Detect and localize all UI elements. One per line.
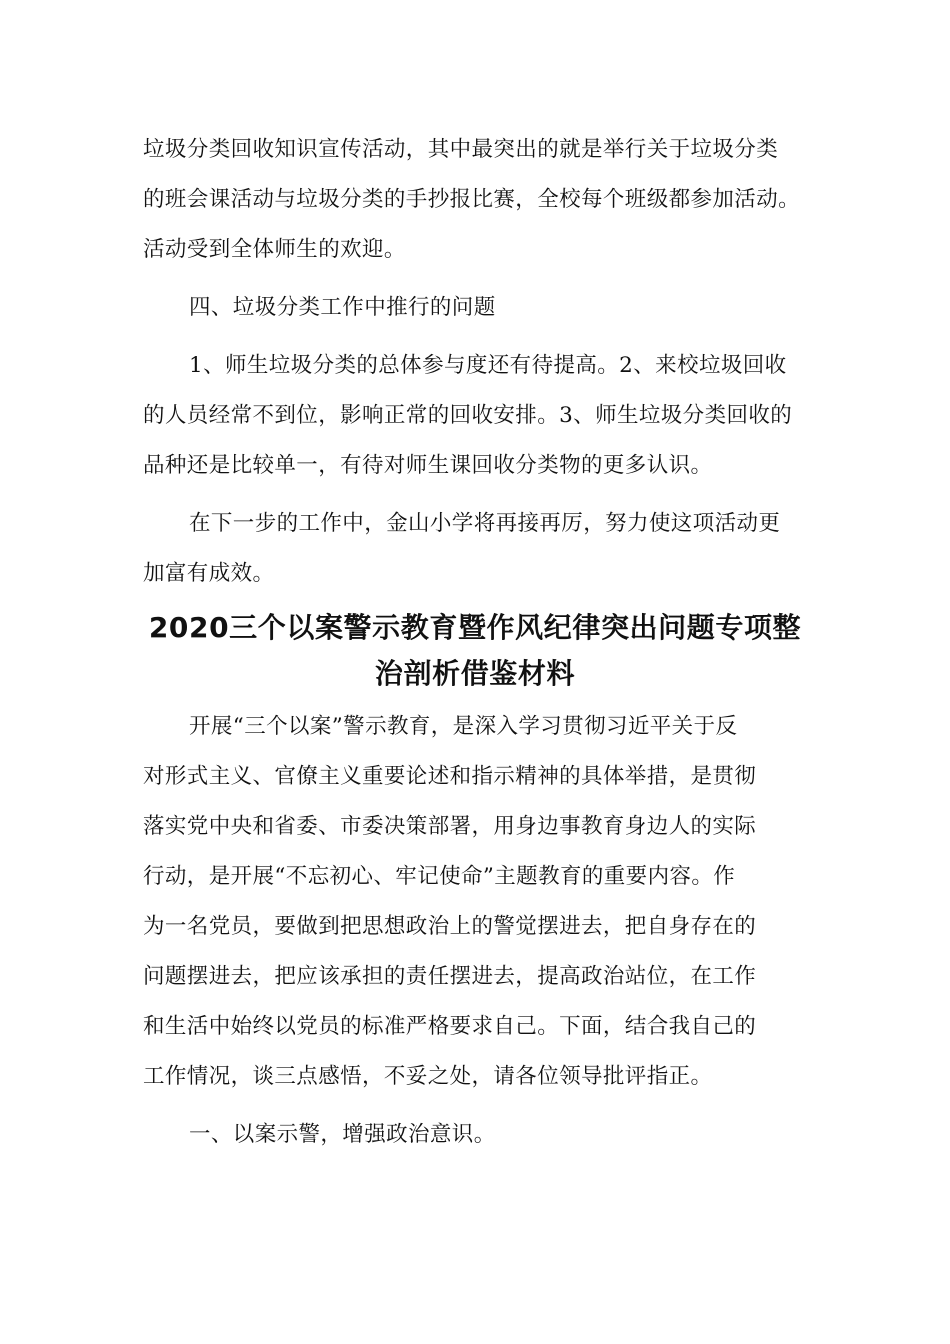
- paragraph-line: 的人员经常不到位，影响正常的回收安排。3、师生垃圾分类回收的: [143, 403, 793, 428]
- section-heading: 四、垃圾分类工作中推行的问题: [189, 295, 496, 320]
- paragraph-line: 品种还是比较单一，有待对师生课回收分类物的更多认识。: [143, 453, 713, 478]
- paragraph-line: 落实党中央和省委、市委决策部署，用身边事教育身边人的实际: [143, 814, 757, 839]
- paragraph-line: 行动，是开展“不忘初心、牢记使命”主题教育的重要内容。作: [143, 864, 736, 889]
- paragraph-line: 工作情况，谈三点感悟，不妥之处，请各位领导批评指正。: [143, 1064, 713, 1089]
- section-heading: 一、以案示警，增强政治意识。: [189, 1122, 496, 1147]
- paragraph-line: 在下一步的工作中，金山小学将再接再厉，努力使这项活动更: [189, 511, 781, 536]
- paragraph-line: 活动受到全体师生的欢迎。: [143, 237, 406, 262]
- paragraph-line: 的班会课活动与垃圾分类的手抄报比赛，全校每个班级都参加活动。: [143, 187, 801, 212]
- paragraph-line: 1、师生垃圾分类的总体参与度还有待提高。2、来校垃圾回收: [189, 353, 787, 378]
- document-title: 治剖析借鉴材料: [374, 657, 576, 690]
- paragraph-line: 开展“三个以案”警示教育，是深入学习贯彻习近平关于反: [189, 714, 738, 739]
- paragraph-line: 垃圾分类回收知识宣传活动，其中最突出的就是举行关于垃圾分类: [143, 137, 779, 162]
- paragraph-line: 和生活中始终以党员的标准严格要求自己。下面，结合我自己的: [143, 1014, 757, 1039]
- paragraph-line: 为一名党员，要做到把思想政治上的警觉摆进去，把自身存在的: [143, 914, 757, 939]
- paragraph-line: 问题摆进去，把应该承担的责任摆进去，提高政治站位，在工作: [143, 964, 757, 989]
- paragraph-line: 对形式主义、官僚主义重要论述和指示精神的具体举措，是贯彻: [143, 764, 757, 789]
- paragraph-line: 加富有成效。: [143, 561, 275, 586]
- document-title: 2020三个以案警示教育暨作风纪律突出问题专项整: [148, 611, 802, 644]
